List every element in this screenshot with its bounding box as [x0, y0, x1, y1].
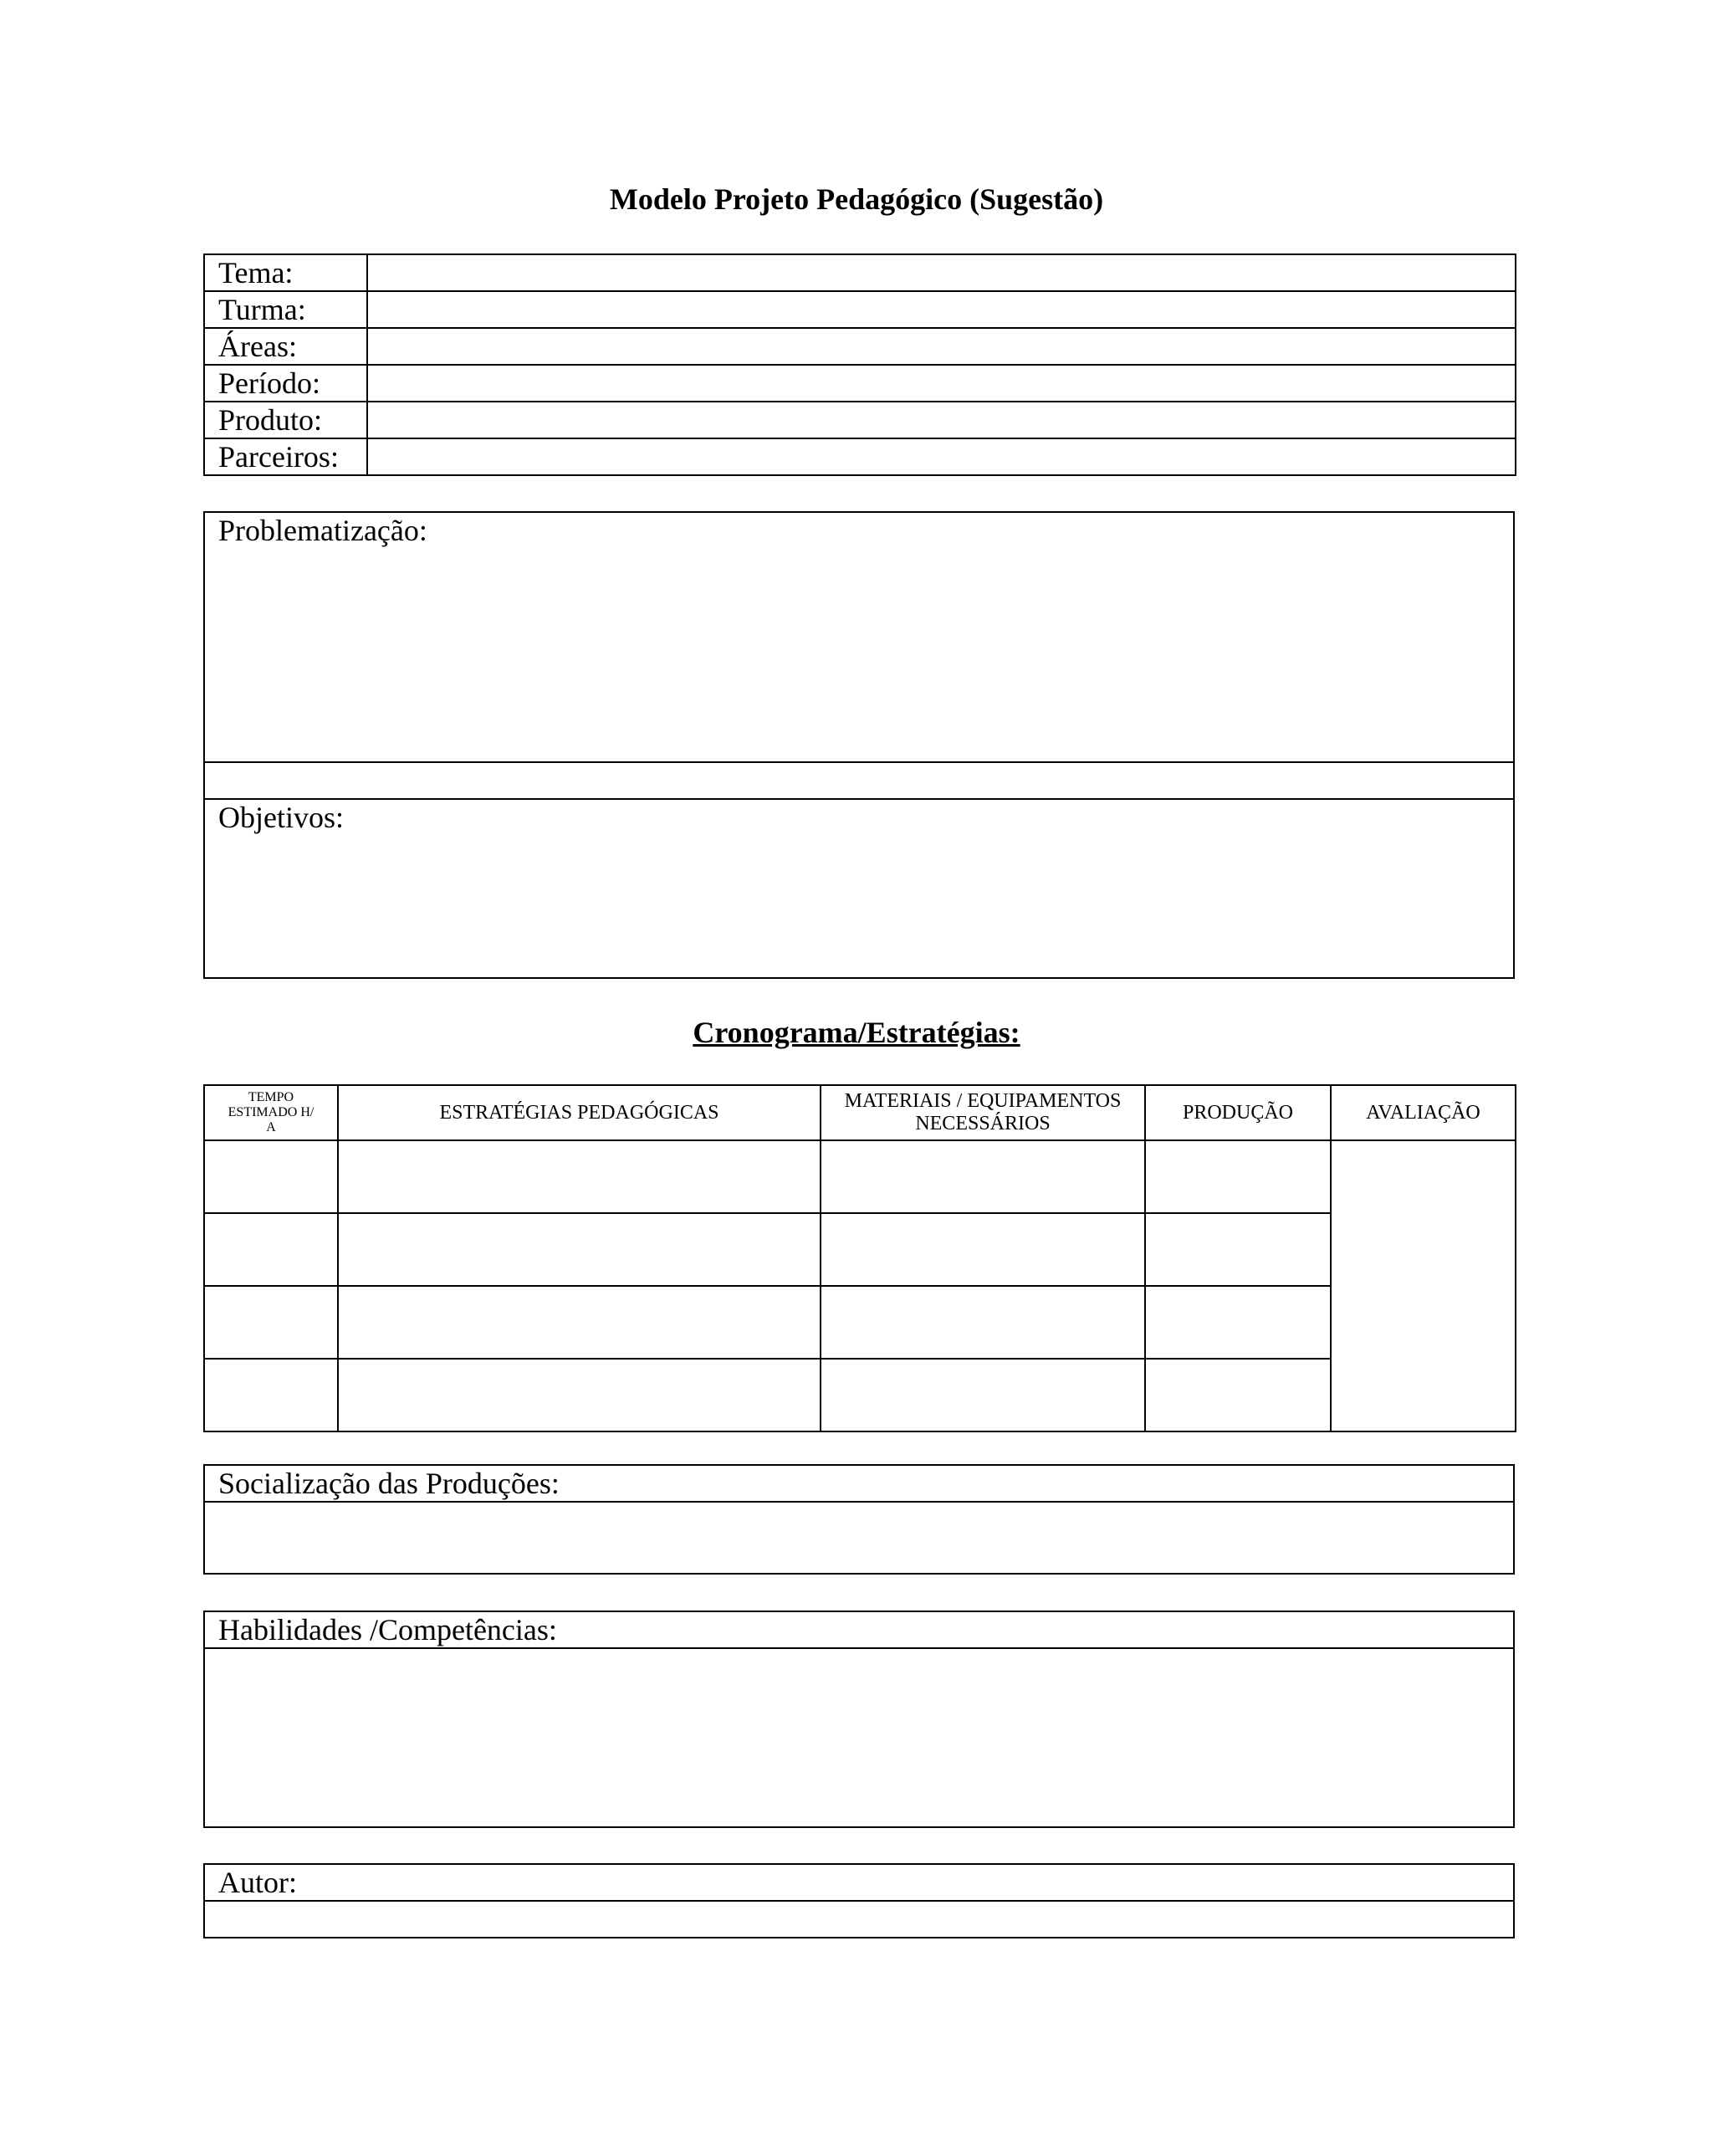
info-label: Áreas:: [204, 328, 367, 365]
cronograma-title: Cronograma/Estratégias:: [693, 1016, 1020, 1049]
objetivos-label: Objetivos:: [218, 801, 344, 834]
problematizacao-field[interactable]: [204, 512, 1514, 762]
autor-table: [203, 1863, 1515, 1938]
socializacao-label: Socialização das Produções:: [204, 1465, 1514, 1502]
info-row-periodo: [204, 365, 1516, 402]
autor-field[interactable]: [204, 1901, 1514, 1938]
tempo-cell[interactable]: [204, 1286, 338, 1359]
turma-field[interactable]: [367, 291, 1516, 328]
info-label: Período:: [204, 365, 367, 402]
producao-cell[interactable]: [1145, 1213, 1331, 1286]
info-label: Turma:: [204, 291, 367, 328]
info-row-turma: [204, 291, 1516, 328]
cronograma-table: [203, 1084, 1516, 1432]
info-label: Produto:: [204, 402, 367, 438]
cronograma-row: [204, 1213, 1516, 1286]
materiais-cell[interactable]: [821, 1213, 1145, 1286]
habilidades-label: Habilidades /Competências:: [204, 1611, 1514, 1648]
info-label: Parceiros:: [204, 438, 367, 475]
problematizacao-label: Problematização:: [218, 514, 427, 547]
habilidades-table: [203, 1611, 1515, 1828]
periodo-field[interactable]: [367, 365, 1516, 402]
header-materiais: MATERIAIS / EQUIPAMENTOS NECESSÁRIOS: [821, 1085, 1145, 1140]
header-producao: PRODUÇÃO: [1145, 1085, 1331, 1140]
info-row-tema: [204, 254, 1516, 291]
socializacao-field[interactable]: [204, 1502, 1514, 1574]
spacer-row: [204, 762, 1514, 799]
tema-field[interactable]: [367, 254, 1516, 291]
objetivos-field[interactable]: [204, 799, 1514, 978]
estrategias-cell[interactable]: [338, 1213, 821, 1286]
materiais-cell[interactable]: [821, 1140, 1145, 1213]
materiais-cell[interactable]: [821, 1359, 1145, 1431]
producao-cell[interactable]: [1145, 1359, 1331, 1431]
cronograma-header-row: [204, 1085, 1516, 1140]
estrategias-cell[interactable]: [338, 1140, 821, 1213]
cronograma-row: [204, 1359, 1516, 1431]
materiais-cell[interactable]: [821, 1286, 1145, 1359]
document-title: Modelo Projeto Pedagógico (Sugestão): [609, 182, 1104, 216]
tempo-cell[interactable]: [204, 1140, 338, 1213]
parceiros-field[interactable]: [367, 438, 1516, 475]
habilidades-field[interactable]: [204, 1648, 1514, 1827]
autor-label: Autor:: [204, 1864, 1514, 1901]
info-label: Tema:: [204, 254, 367, 291]
socializacao-table: [203, 1464, 1515, 1575]
cronograma-row: [204, 1140, 1516, 1213]
avaliacao-cell[interactable]: [1331, 1140, 1516, 1431]
info-row-areas: [204, 328, 1516, 365]
tempo-cell[interactable]: [204, 1359, 338, 1431]
header-estrategias: ESTRATÉGIAS PEDAGÓGICAS: [338, 1085, 821, 1140]
producao-cell[interactable]: [1145, 1140, 1331, 1213]
header-tempo: TEMPO ESTIMADO H/ A: [204, 1085, 338, 1140]
cronograma-row: [204, 1286, 1516, 1359]
producao-cell[interactable]: [1145, 1286, 1331, 1359]
header-avaliacao: AVALIAÇÃO: [1331, 1085, 1516, 1140]
areas-field[interactable]: [367, 328, 1516, 365]
produto-field[interactable]: [367, 402, 1516, 438]
problem-objectives-table: [203, 511, 1515, 979]
estrategias-cell[interactable]: [338, 1286, 821, 1359]
info-row-produto: [204, 402, 1516, 438]
info-row-parceiros: [204, 438, 1516, 475]
tempo-cell[interactable]: [204, 1213, 338, 1286]
estrategias-cell[interactable]: [338, 1359, 821, 1431]
info-table: [203, 253, 1516, 476]
